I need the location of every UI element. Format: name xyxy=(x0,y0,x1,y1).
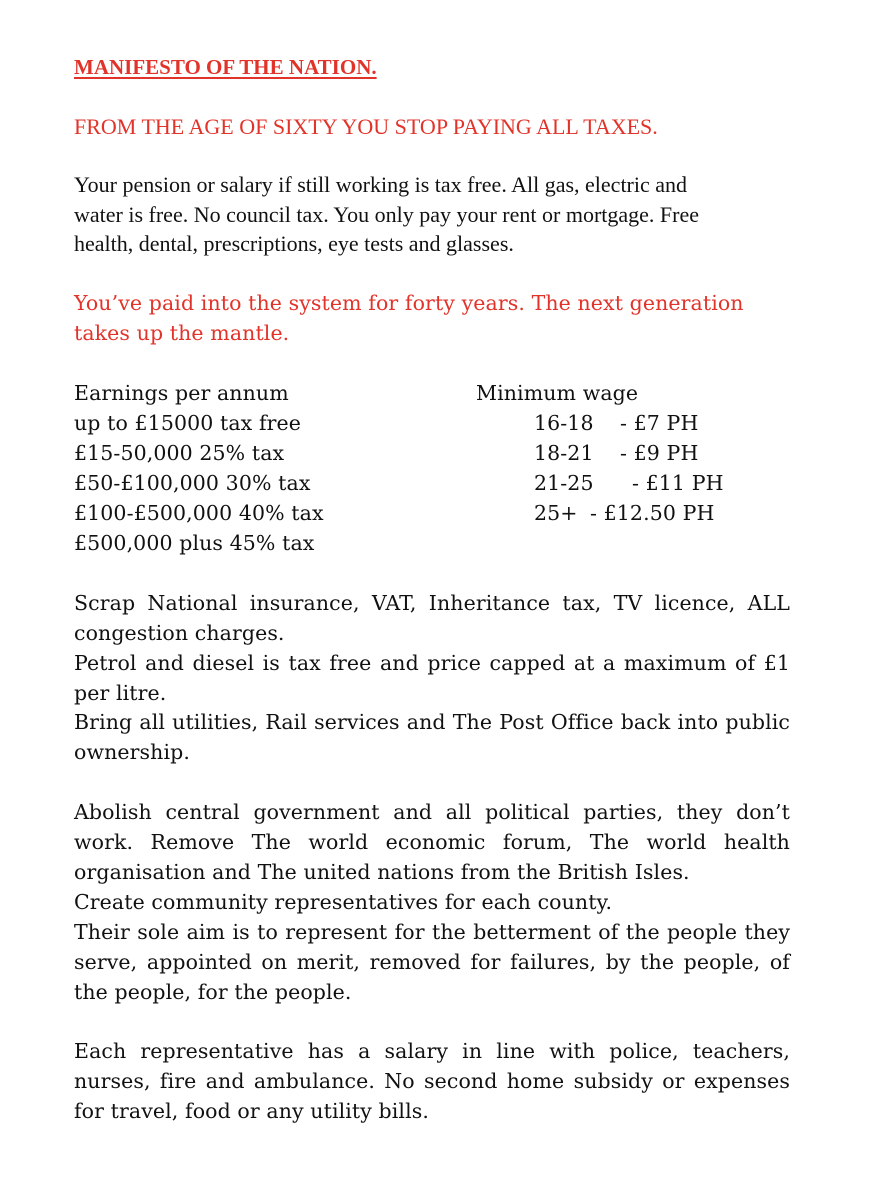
wage-age: 25+ xyxy=(534,501,578,525)
policy-line: Bring all utilities, Rail services and The Post Office back into public xyxy=(74,710,790,734)
earnings-row: £100-£500,000 40% tax xyxy=(74,501,324,525)
earnings-row: £50-£100,000 30% tax xyxy=(74,471,311,495)
policy-line: per litre. xyxy=(74,681,167,705)
wage-age: 21-25 xyxy=(534,471,594,495)
red-statement-line: takes up the mantle. xyxy=(74,321,290,345)
intro-line: water is free. No council tax. You only pay your rent or mortgage. Free xyxy=(74,202,700,227)
page-title: MANIFESTO OF THE NATION. xyxy=(74,55,377,79)
policy-line: ownership. xyxy=(74,740,190,764)
representative-line: Each representative has a salary in line with police, teachers, xyxy=(74,1039,790,1063)
wage-rate: - £12.50 PH xyxy=(590,501,715,525)
representative-line: for travel, food or any utility bills. xyxy=(74,1099,429,1123)
earnings-row: up to £15000 tax free xyxy=(74,411,301,435)
minimum-wage-header: Minimum wage xyxy=(476,381,639,405)
government-line: the people, for the people. xyxy=(74,980,352,1004)
earnings-header: Earnings per annum xyxy=(74,381,289,405)
wage-age: 16-18 xyxy=(534,411,594,435)
subtitle: FROM THE AGE OF SIXTY YOU STOP PAYING ALL TAXES. xyxy=(74,114,658,139)
earnings-row: £500,000 plus 45% tax xyxy=(74,531,315,555)
government-line: serve, appointed on merit, removed for failures, by the people, of xyxy=(74,950,790,974)
government-line: Create community representatives for each county. xyxy=(74,890,613,914)
earnings-row: £15-50,000 25% tax xyxy=(74,441,285,465)
wage-rate: - £9 PH xyxy=(620,441,699,465)
government-line: Abolish central government and all political parties, they don’t xyxy=(74,800,790,824)
intro-line: health, dental, prescriptions, eye tests and glasses. xyxy=(74,231,514,256)
wage-rate: - £11 PH xyxy=(632,471,724,495)
policy-line: Scrap National insurance, VAT, Inheritance tax, TV licence, ALL xyxy=(74,591,790,615)
intro-line: Your pension or salary if still working is tax free. All gas, electric and xyxy=(74,172,688,197)
government-line: Their sole aim is to represent for the betterment of the people they xyxy=(74,920,790,944)
policy-line: congestion charges. xyxy=(74,621,285,645)
government-line: work. Remove The world economic forum, The world health xyxy=(74,830,790,854)
government-line: organisation and The united nations from the British Isles. xyxy=(74,860,690,884)
wage-rate: - £7 PH xyxy=(620,411,699,435)
red-statement-line: You’ve paid into the system for forty years. The next generation xyxy=(74,291,744,315)
policy-line: Petrol and diesel is tax free and price capped at a maximum of £1 xyxy=(74,651,790,675)
representative-line: nurses, fire and ambulance. No second home subsidy or expenses xyxy=(74,1069,790,1093)
wage-age: 18-21 xyxy=(534,441,594,465)
